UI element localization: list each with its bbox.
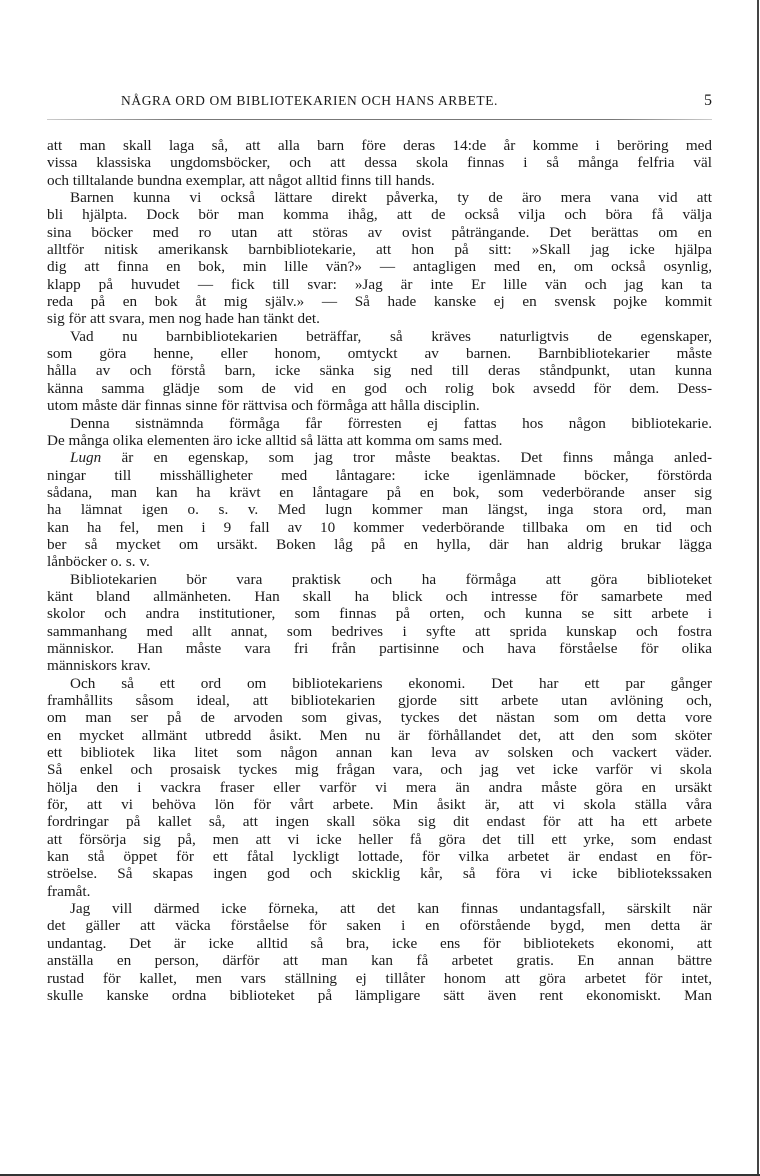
text-line: människor. Han måste vara fri från partisinne och hava förståelse för olika [47,639,712,657]
text-line: känt bland allmänheten. Han skall ha blick och intresse för samarbete med [47,587,712,605]
text-line: fordringar på kallet så, att ingen skall söka sig dit endast för att ha ett arbete [47,813,712,831]
text-line: klapp på huvudet — fick till svar: »Jag är inte Er lille vän och jag kan ta [47,275,712,293]
text-line: Barnen kunna vi också lättare direkt påverka, ty de äro mera vana vid att [70,189,712,207]
text-line: Denna sistnämnda förmåga får förresten ej fattas hos någon bibliotekarie. [70,414,712,432]
text-line: sammanhang med allt annat, som bedrives i syfte att sprida kunskap och fostra [47,622,712,640]
text-line: framhållits såsom ideal, att bibliotekarien gjorde sitt arbete utan avlöning och, [47,692,712,709]
text-line: sådana, man kan ha krävt en låntagare på en bok, som vederbörande anser sig [47,483,712,501]
text-line: Och så ett ord om bibliotekariens ekonomi. Det har ett par gånger [70,674,712,692]
text-line: De många olika elementen äro icke alltid så lätta att komma om sams med. [47,431,503,449]
text-line: lånböcker o. s. v. [47,553,150,571]
paragraph [47,900,712,1004]
text-line: att man skall laga så, att alla barn före deras 14:de år komme i beröring med [47,137,712,154]
header-rule [47,119,712,120]
italic-term: Lugn [70,449,102,467]
text-line: ha lämnat igen o. s. v. Med lugn kommer man längst, inga stora ord, man [47,501,712,519]
text-line: hålla av och förstå barn, icke sänka sig ned till deras ståndpunkt, utan kunna [47,362,712,380]
paragraph [47,189,712,328]
text-line: ber så mycket om ursäkt. Boken låg på en hylla, där han aldrig brukar lägga [47,535,712,553]
text-run: är en egenskap, som jag tror måste beaktas. Det finns många anled- [101,449,712,467]
text-line: som göra henne, eller honom, omtyckt av barnen. Barnbibliotekarier måste [47,345,712,363]
text-line: alltför nitisk amerikansk barnbibliotekarie, att hon på sitt: »Skall jag icke hjälpa [47,241,712,259]
text-line: ströelse. Så skapas ingen god och skicklig kår, så föra vi icke bibliotekssaken [47,865,712,883]
text-line: om man ser på de arvoden som givas, tyckes det nästan som om detta vore [47,709,712,727]
text-line: rustad för kallet, men vars ställning ej tillåter honom att göra arbetet för intet, [47,969,712,987]
text-line: framåt. [47,882,91,900]
text-line: att försörja sig på, men att vi icke heller få göra det till ett yrke, som endast [47,830,712,848]
text-line: ett bibliotek lika litet som någon annan kan leva av solsken och vackert väder. [47,744,712,762]
text-line: skulle kanske ordna biblioteket på lämpligare sätt även rent ekonomiskt. Man [47,986,712,1004]
text-line: skolor och andra institutioner, som finnas på orten, och kunna se sitt arbete i [47,605,712,623]
text-line: anställa en person, därför att man kan få arbetet gratis. En annan bättre [47,952,712,970]
text-line: och tilltalande bundna exemplar, att något alltid finns till hands. [47,171,435,189]
paragraph [47,675,712,900]
text-line: bli hjälpta. Dock bör man komma ihåg, att de också vilja och böra få välja [47,206,712,224]
text-line [47,449,712,466]
paragraph [47,571,712,675]
running-title: NÅGRA ORD OM BIBLIOTEKARIEN OCH HANS ARBETE. [121,93,499,108]
page-header [47,92,712,114]
text-line: Så enkel och prosaisk tyckes mig frågan vara, och jag vet icke varför vi skola [47,761,712,779]
text-line: känna samma glädje som de vid en god och rolig bok avsedd för dem. Dess- [47,379,712,397]
text-line: dig att finna en bok, min lille vän?» — antagligen med en, om också osynlig, [47,258,712,276]
paragraph [47,137,712,189]
text-line: en mycket allmänt utbredd åsikt. Men nu är förhållandet det, att den som sköter [47,726,712,744]
scan-edge-right [757,0,759,1176]
text-line: Vad nu barnbibliotekarien beträffar, så kräves naturligtvis de egenskaper, [70,327,712,345]
paragraph [47,328,712,415]
text-line: Jag vill därmed icke förneka, att det kan finnas undantagsfall, särskilt när [70,900,712,918]
text-line: Bibliotekarien bör vara praktisk och ha förmåga att göra biblioteket [70,570,712,588]
text-line: kan ha fel, men i 9 fall av 10 kommer vederbörande tillbaka om en tid och [47,518,712,536]
body-text [47,137,712,1004]
text-line: undantag. Det är icke alltid så bra, icke ens för bibliotekets ekonomi, att [47,934,712,952]
text-line: reda på en bok åt mig själv.» — Så hade kanske ej en svensk pojke kommit [47,293,712,311]
text-line: sig för att svara, men nog hade han tänkt det. [47,310,320,328]
page-number: 5 [704,92,712,109]
text-line: sina böcker med ro utan att störas av ovist påträngande. Det berättas om en [47,223,712,241]
paragraph [47,449,712,570]
text-line: vissa klassiska ungdomsböcker, och att dessa skola finnas i så många felfria väl [47,154,712,172]
text-line: det gäller att väcka förståelse för saken i en oförstående bygd, men detta är [47,917,712,935]
text-line: människors krav. [47,657,151,675]
paragraph [47,415,712,450]
text-line: utom måste där finnas sinne för rättvisa och förmåga att hålla disciplin. [47,397,480,415]
text-line: hölja den i vackra fraser eller varför vi mera än andra måste göra en ursäkt [47,778,712,796]
text-line: kan stå öppet för ett fåtal lyckligt lottade, för vilka arbetet är endast en för- [47,848,712,866]
text-line: för, att vi behöva lön för vårt arbete. Min åsikt är, att vi skola ställa våra [47,796,712,814]
text-line: ningar till misshälligheter med låntagare: icke igenlämnade böcker, förstörda [47,466,712,484]
